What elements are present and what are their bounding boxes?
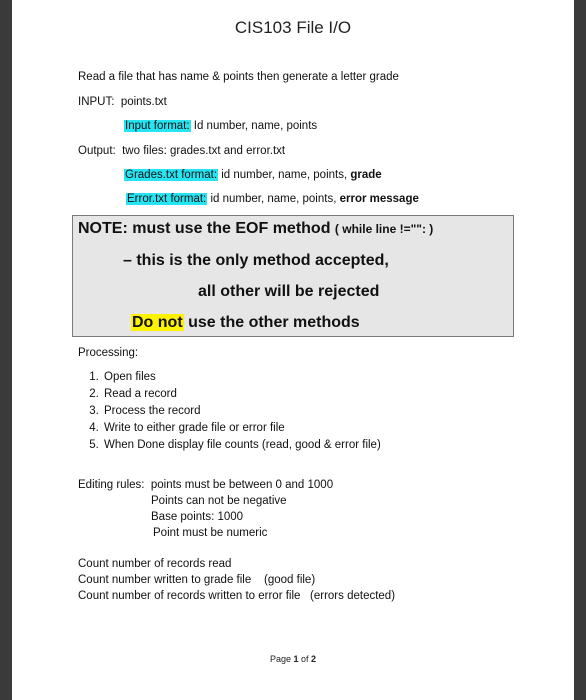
editing-rule: Base points: 1000 — [151, 511, 244, 523]
input-format-line — [124, 119, 317, 134]
editing-rule: points must be between 0 and 1000 — [150, 479, 334, 491]
grades-format-line — [124, 168, 382, 183]
grades-format-bold: grade — [350, 169, 382, 181]
document-page — [12, 0, 574, 700]
input-line — [78, 95, 167, 110]
input-format-label: Input format: — [125, 120, 190, 132]
footer-total-pages: 2 — [311, 654, 317, 664]
note-line-1 — [78, 220, 433, 238]
footer-current-page: 1 — [293, 654, 299, 664]
page-footer — [12, 654, 574, 664]
input-format-value: Id number, name, points — [193, 120, 318, 132]
editing-rules-label: Editing rules: — [78, 479, 145, 491]
input-value: points.txt — [120, 96, 167, 108]
processing-step: 3. Process the record — [102, 403, 381, 420]
processing-step: 2. Read a record — [102, 386, 381, 403]
processing-label: Processing: — [78, 347, 139, 359]
count-line — [78, 573, 315, 588]
processing-step: 1. Open files — [102, 369, 381, 386]
document-title: CIS103 File I/O — [234, 18, 352, 37]
output-value: two files: grades.txt and error.txt — [122, 145, 286, 157]
note-line-1-paren: ( while line !="": ) — [334, 222, 434, 236]
note-line-4-highlight: Do not — [132, 314, 183, 331]
grades-format-value: id number, name, points, — [221, 169, 348, 181]
note-box — [72, 215, 514, 337]
note-line-3: all other will be rejected — [198, 283, 380, 300]
processing-step: 4. Write to either grade file or error file — [102, 420, 381, 437]
count-line — [78, 589, 395, 604]
error-format-line — [126, 192, 419, 207]
count-note: (errors detected) — [310, 590, 396, 602]
editing-rule: Point must be numeric — [153, 527, 268, 539]
input-label: INPUT: — [78, 96, 115, 108]
output-label: Output: — [78, 145, 116, 157]
count-line: Count number of records read — [78, 558, 232, 570]
note-line-2: – this is the only method accepted, — [123, 252, 389, 269]
output-line — [78, 144, 285, 159]
footer-middle: of — [298, 654, 312, 664]
processing-steps — [82, 369, 381, 454]
error-format-label: Error.txt format: — [127, 193, 207, 205]
note-line-4-rest: use the other methods — [188, 314, 360, 331]
count-text: Count number of records written to error file — [78, 590, 301, 602]
intro-text: Read a file that has name & points then generate a letter grade — [78, 71, 399, 83]
grades-format-label: Grades.txt format: — [125, 169, 218, 181]
footer-prefix: Page — [269, 654, 294, 664]
error-format-value: id number, name, points, — [210, 193, 337, 205]
count-note: (good file) — [264, 574, 316, 586]
error-format-bold: error message — [339, 193, 419, 205]
note-line-1-main: NOTE: must use the EOF method — [78, 220, 331, 237]
note-line-4 — [131, 314, 360, 332]
processing-step: 5. When Done display file counts (read, good & error file) — [102, 437, 381, 454]
count-text: Count number written to grade file — [78, 574, 252, 586]
editing-rules-line — [78, 478, 333, 493]
editing-rule: Points can not be negative — [151, 495, 287, 507]
